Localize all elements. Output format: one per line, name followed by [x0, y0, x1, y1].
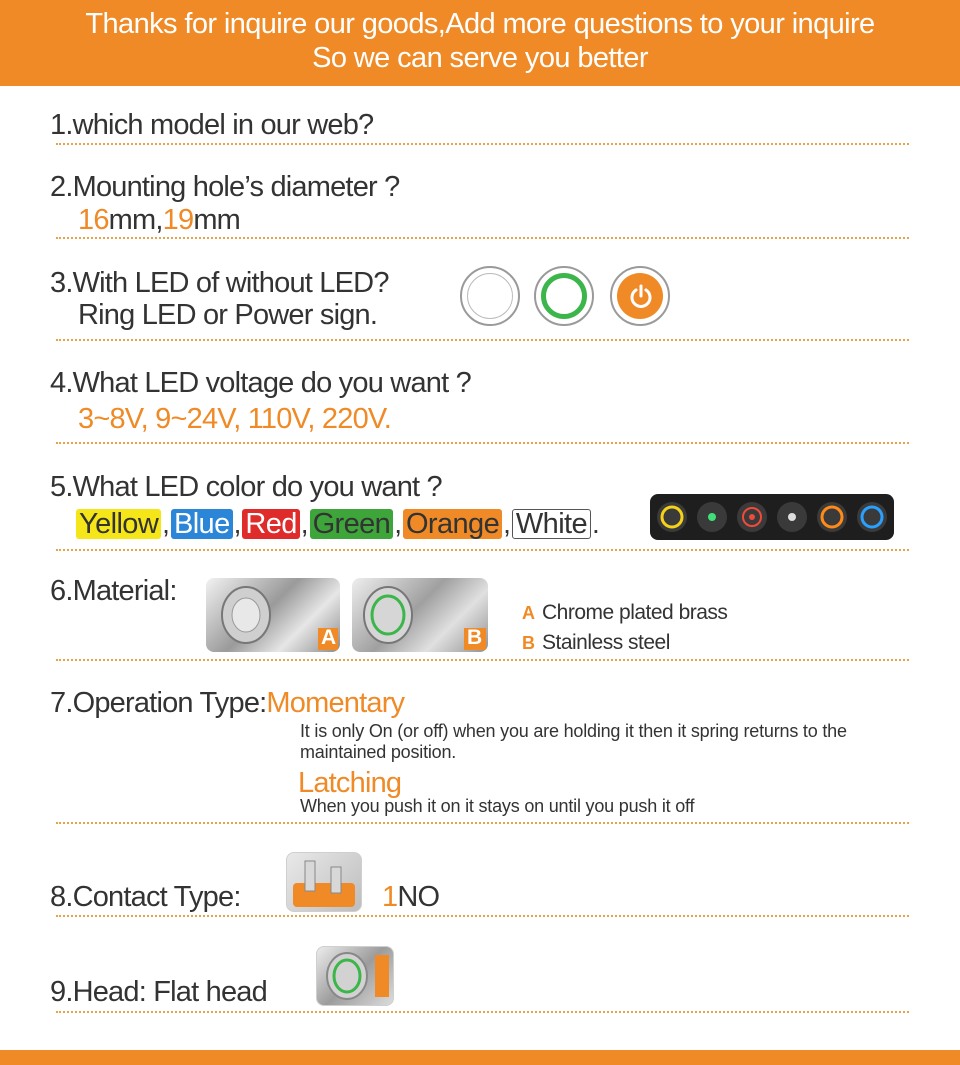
- size-19-unit: mm: [193, 204, 241, 236]
- divider: [56, 659, 909, 661]
- material-b-tag: B: [522, 633, 535, 653]
- question-1: 1.which model in our web?: [50, 109, 374, 141]
- momentary-label: Momentary: [266, 687, 405, 719]
- green-ring-led-icon: [534, 266, 594, 326]
- question-4: 4.What LED voltage do you want ?: [50, 367, 471, 399]
- contact-count: 1: [382, 881, 398, 913]
- color-red: Red: [242, 509, 299, 539]
- size-16-unit: mm,: [108, 204, 163, 236]
- latching-label: Latching: [298, 767, 402, 799]
- size-19: 19: [162, 204, 194, 236]
- color-blue: Blue: [171, 509, 233, 539]
- question-9: 9.Head: Flat head: [50, 976, 267, 1008]
- material-a-tag: A: [522, 603, 535, 623]
- divider: [56, 237, 909, 239]
- power-icon: [628, 284, 654, 310]
- divider: [56, 143, 909, 145]
- divider: [56, 549, 909, 551]
- question-3-line-2: Ring LED or Power sign.: [78, 299, 378, 331]
- divider: [56, 1011, 909, 1013]
- photo-tag-b: B: [467, 626, 483, 649]
- contact-type-value: [382, 880, 439, 914]
- material-a-label: Chrome plated brass: [542, 601, 728, 624]
- color-white: White: [512, 509, 591, 539]
- color-green: Green: [310, 509, 394, 539]
- separator: ,: [162, 508, 170, 539]
- divider: [56, 339, 909, 341]
- led-buttons-image: [650, 494, 894, 540]
- divider: [56, 822, 909, 824]
- divider: [56, 442, 909, 444]
- operation-type-label: 7.Operation Type:: [50, 687, 267, 719]
- divider: [56, 915, 909, 917]
- power-sign-led-icon: [610, 266, 670, 326]
- contact-unit: NO: [397, 881, 440, 913]
- question-2: 2.Mounting hole’s diameter ?: [50, 171, 400, 203]
- separator: ,: [503, 508, 511, 539]
- color-yellow: Yellow: [76, 509, 161, 539]
- question-5: 5.What LED color do you want ?: [50, 471, 442, 503]
- momentary-description: It is only On (or off) when you are holding it then it spring returns to the maintained position.: [300, 721, 847, 762]
- chrome-button-image: [206, 578, 340, 652]
- flat-head-image: [317, 947, 393, 1005]
- no-led-ring-icon: [460, 266, 520, 326]
- voltage-options: 3~8V, 9~24V, 110V, 220V.: [78, 403, 392, 435]
- photo-tag-a: A: [321, 626, 337, 649]
- chrome-brass-photo: [206, 578, 340, 652]
- separator: ,: [233, 508, 242, 539]
- question-3-line-1: 3.With LED of without LED?: [50, 267, 389, 299]
- header-line-2: So we can serve you better: [312, 42, 648, 74]
- header-banner: [0, 0, 960, 86]
- terminal-image: [287, 853, 361, 911]
- led-color-options: [76, 508, 601, 540]
- led-colors-photo: [650, 494, 894, 540]
- material-a: [522, 600, 727, 626]
- stainless-steel-photo: [352, 578, 488, 652]
- contact-terminal-photo: [286, 852, 362, 912]
- question-6: 6.Material:: [50, 575, 177, 607]
- flat-head-photo: [316, 946, 394, 1006]
- material-b: [522, 630, 670, 656]
- question-7: [50, 686, 404, 720]
- color-orange: Orange: [403, 509, 502, 539]
- question-8: 8.Contact Type:: [50, 881, 241, 913]
- header-line-1: Thanks for inquire our goods,Add more questions to your inquire: [85, 8, 875, 40]
- latching-description: When you push it on it stays on until you push it off: [300, 796, 695, 816]
- footer-bar: [0, 1050, 960, 1065]
- end-mark: .: [592, 508, 600, 539]
- material-b-label: Stainless steel: [542, 631, 670, 654]
- separator: ,: [394, 508, 402, 539]
- size-16: 16: [78, 204, 109, 236]
- separator: ,: [300, 508, 309, 539]
- hole-sizes: [78, 203, 240, 237]
